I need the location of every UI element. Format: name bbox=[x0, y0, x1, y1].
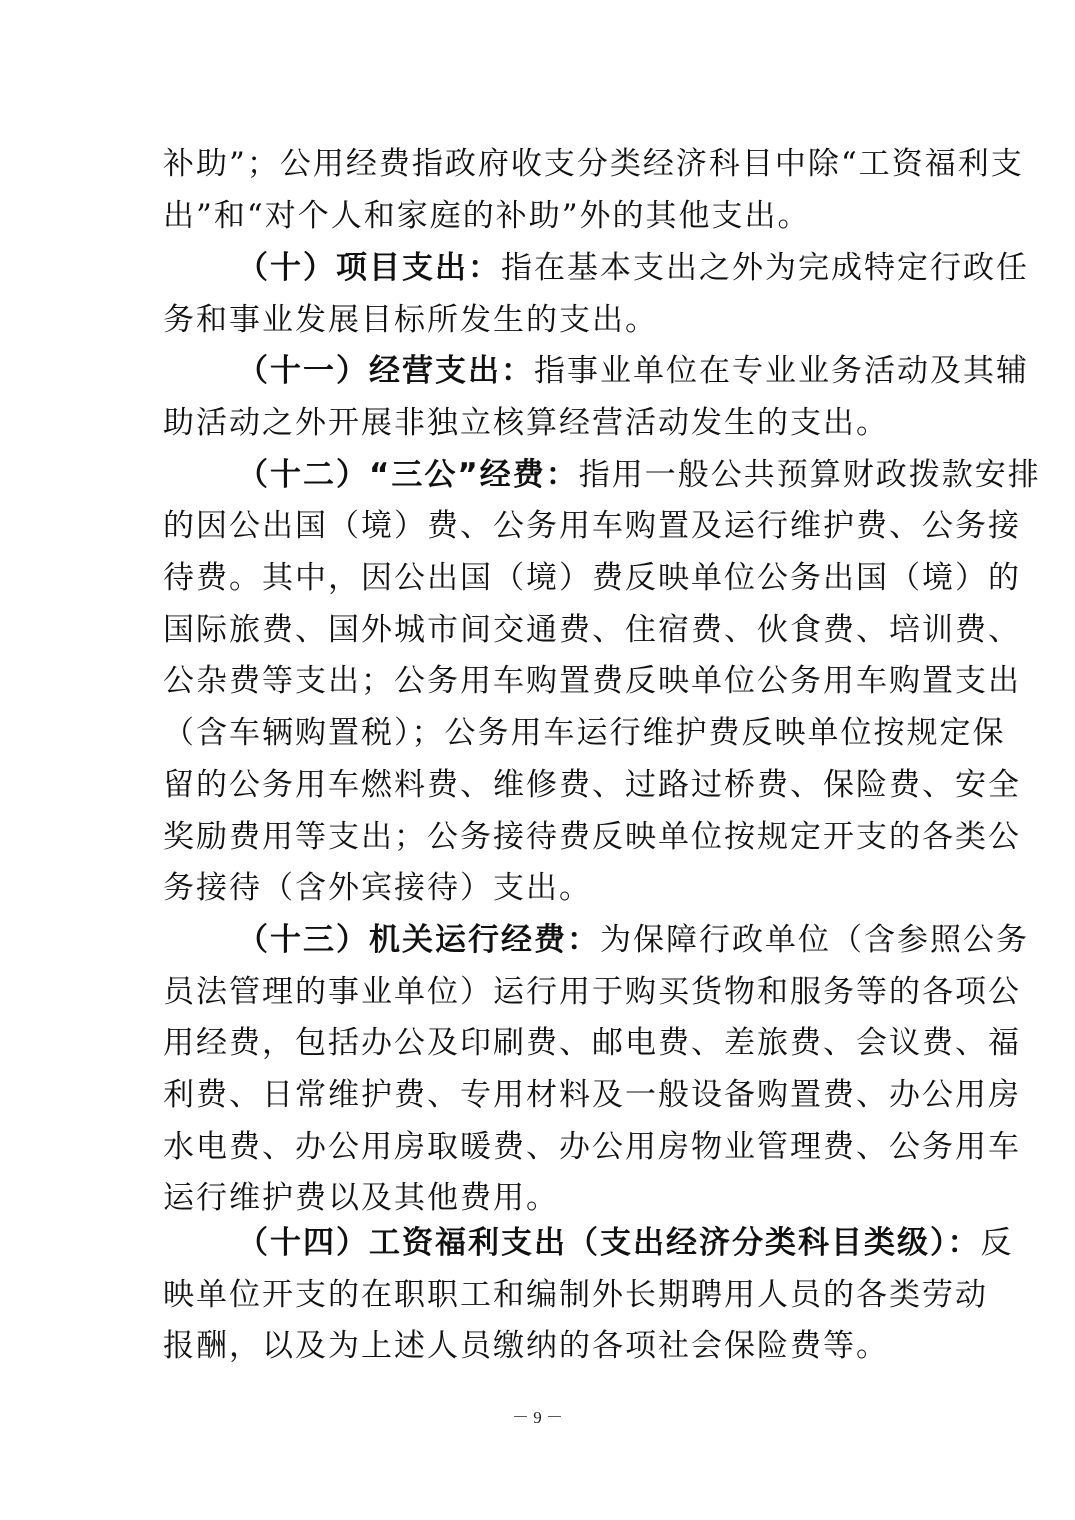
body-line: 留的公务用车燃料费、维修费、过路过桥费、保险费、安全 bbox=[163, 767, 1021, 803]
section-heading: （十四）工资福利支出（支出经济分类科目类级）： bbox=[237, 1225, 981, 1261]
body-line: 员法管理的事业单位）运行用于购买货物和服务等的各项公 bbox=[163, 974, 1021, 1010]
section-heading: （十三）机关运行经费： bbox=[237, 922, 600, 958]
body-line: 运行维护费以及其他费用。 bbox=[163, 1180, 559, 1216]
body-line: 奖励费用等支出；公务接待费反映单位按规定开支的各类公 bbox=[163, 819, 1021, 855]
body-line: 出”和“对个人和家庭的补助”外的其他支出。 bbox=[163, 198, 811, 234]
body-line: 待费。其中，因公出国（境）费反映单位公务出国（境）的 bbox=[163, 560, 1021, 596]
body-line: （含车辆购置税）；公务用车运行维护费反映单位按规定保 bbox=[163, 715, 1006, 751]
body-line: 报酬，以及为上述人员缴纳的各项社会保险费等。 bbox=[163, 1328, 889, 1364]
section-heading-line: （十一）经营支出：指事业单位在专业业务活动及其辅 bbox=[237, 353, 1029, 389]
body-line: 的因公出国（境）费、公务用车购置及运行维护费、公务接 bbox=[163, 508, 1021, 544]
body-line: 水电费、办公用房取暖费、办公用房物业管理费、公务用车 bbox=[163, 1129, 1021, 1165]
body-line: 映单位开支的在职职工和编制外长期聘用人员的各类劳动 bbox=[163, 1277, 988, 1313]
body-line: 助活动之外开展非独立核算经营活动发生的支出。 bbox=[163, 405, 889, 441]
section-heading-line: （十二）“三公”经费：指用一般公共预算财政拨款安排 bbox=[237, 457, 1041, 493]
section-heading: （十一）经营支出： bbox=[237, 353, 534, 389]
section-heading: （十二）“三公”经费： bbox=[237, 457, 579, 493]
section-heading-line: （十三）机关运行经费：为保障行政单位（含参照公务 bbox=[237, 922, 1029, 958]
body-line: 利费、日常维护费、专用材料及一般设备购置费、办公用房 bbox=[163, 1077, 1021, 1113]
body-line: 补助”；公用经费指政府收支分类经济科目中除“工资福利支 bbox=[163, 146, 1024, 182]
section-heading-line: （十）项目支出：指在基本支出之外为完成特定行政任 bbox=[237, 250, 1029, 286]
body-line: 务接待（含外宾接待）支出。 bbox=[163, 870, 592, 906]
section-heading: （十）项目支出： bbox=[237, 250, 501, 286]
body-line: 务和事业发展目标所发生的支出。 bbox=[163, 302, 658, 338]
body-line: 公杂费等支出；公务用车购置费反映单位公务用车购置支出 bbox=[163, 663, 1021, 699]
section-heading-line: （十四）工资福利支出（支出经济分类科目类级）：反 bbox=[237, 1225, 1014, 1261]
body-line: 国际旅费、国外城市间交通费、住宿费、伙食费、培训费、 bbox=[163, 612, 1021, 648]
page-number: － 9 － bbox=[512, 1408, 563, 1427]
body-line: 用经费，包括办公及印刷费、邮电费、差旅费、会议费、福 bbox=[163, 1025, 1021, 1061]
